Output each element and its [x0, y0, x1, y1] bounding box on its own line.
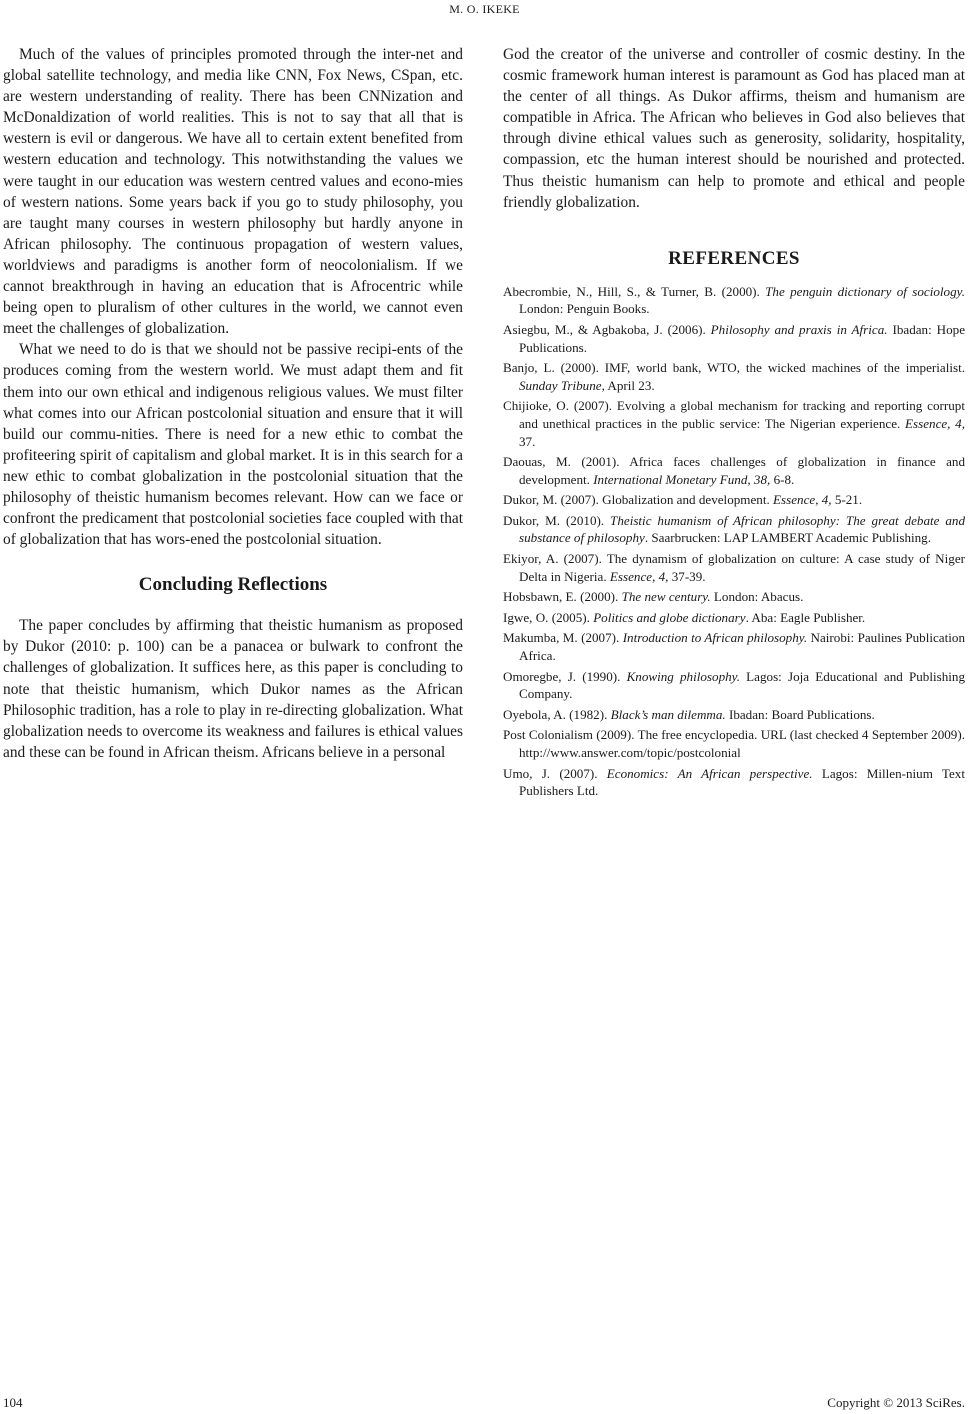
copyright-notice: Copyright © 2013 SciRes. — [827, 1395, 965, 1410]
reference-text: Abecrombie, N., Hill, S., & Turner, B. (2000). — [503, 283, 766, 299]
reference-entry — [503, 668, 965, 703]
body-paragraph: God the creator of the universe and controller of cosmic destiny. In the cosmic framework human interest is paramount as God has placed man at the center of all things. As Dukor affirms, theism and humanism are compatible in Africa. The African who believes in God also believes that through divine ethical values such as generosity, solidarity, hospitality, compassion, etc the human interest should be nourished and protected. Thus theistic humanism can help to promote and ethical and people friendly globalization. — [503, 46, 965, 211]
reference-title: Sunday Tribune, — [519, 377, 605, 393]
reference-entry — [503, 588, 965, 606]
reference-entry — [503, 512, 965, 547]
reference-entry — [503, 765, 965, 800]
reference-text: . Saarbrucken: LAP LAMBERT Academic Publishing. — [644, 530, 931, 546]
reference-list — [503, 283, 965, 800]
reference-title: Essence, 4, — [905, 415, 965, 431]
reference-text: Ekiyor, A. (2007). The dynamism of globalization on culture: A case study of Niger Delta in Nigeria. — [503, 551, 965, 584]
reference-entry — [503, 283, 965, 318]
reference-text: Omoregbe, J. (1990). — [503, 668, 627, 684]
reference-title: Black’s man dilemma. — [610, 706, 726, 722]
reference-title: Knowing philosophy. — [626, 668, 741, 684]
reference-text: 37. — [519, 433, 536, 449]
reference-entry — [503, 397, 965, 450]
reference-text: Oyebola, A. (1982). — [503, 706, 611, 722]
reference-entry — [503, 550, 965, 585]
reference-text: April 23. — [604, 377, 655, 393]
reference-entry — [503, 491, 965, 509]
reference-text: Lagos: Joja Educational and Publishing Company. — [519, 668, 965, 702]
body-paragraph: Much of the values of principles promoted through the inter-net and global satellite technology, and media like CNN, Fox News, CSpan, etc. are western understanding of reality. There has been CNNization and McDonaldization of world realities. This is not to say that all that is western is evil or dangerous. We have all to certain extent benefited from western education and technology. This notwithstanding the values we were taught in our education was western centred values and econo-mies of western nations. Some years back if you go to study philosophy, you are taught many courses in western philosophy but hardly anyone in African philosophy. The continuous propagation of western values, worldviews and paradigms is another form of neocolonialism. If we cannot breakthrough in having an education that is Afrocentric while being open to pluralism of other cultures in the world, we cannot even meet the challenges of globalization. — [3, 46, 463, 338]
right-column — [503, 44, 965, 803]
left-column — [3, 44, 463, 763]
reference-entry — [503, 609, 965, 627]
reference-text: 37-39. — [668, 568, 706, 584]
running-head: M. O. IKEKE — [449, 2, 520, 16]
reference-text: Lagos: Millen-nium Text Publishers Ltd. — [519, 765, 965, 799]
reference-text: Chijioke, O. (2007). Evolving a global mechanism for tracking and reporting corrupt and unethical practices in the public service: The Nigerian experience. — [503, 398, 965, 431]
reference-text: 5-21. — [831, 492, 863, 508]
reference-text: Umo, J. (2007). — [503, 765, 607, 781]
body-paragraph: What we need to do is that we should not be passive recipi-ents of the produces coming from the western world. We must adapt them and fit them into our own ethical and indigenous religious values. We must filter what comes into our African postcolonial situation and ensure that it will build our commu-nities. There is need for a new ethic to combat the profiteering spirit of capitalism and global market. It is in this search for a new ethic to combat globalization in the postcolonial situation that the philosophy of theistic humanism becomes relevant. How can we face or confront the predicament that postcolonial societies face coupled with that of globalization that has wors-ened the postcolonial situation. — [3, 341, 463, 549]
references-heading: REFERENCES — [668, 247, 800, 269]
reference-text: Makumba, M. (2007). — [503, 630, 623, 646]
reference-text: Asiegbu, M., & Agbakoba, J. (2006). — [503, 321, 711, 337]
reference-title: The penguin dictionary of sociology. — [765, 283, 966, 299]
reference-entry — [503, 706, 965, 724]
reference-text: Nairobi: Paulines Publication Africa. — [519, 630, 965, 664]
reference-title: The new century. — [621, 589, 711, 605]
reference-text: Dukor, M. (2010). — [503, 512, 611, 528]
reference-title: Politics and globe dictionary — [593, 609, 746, 625]
reference-text: . Aba: Eagle Publisher. — [745, 609, 866, 625]
reference-text: Daouas, M. (2001). Africa faces challenges of globalization in finance and development. — [503, 454, 965, 487]
reference-text: London: Penguin Books. — [519, 301, 650, 317]
reference-text: Ibadan: Board Publications. — [725, 706, 875, 722]
body-paragraph: The paper concludes by affirming that theistic humanism as proposed by Dukor (2010: p. 100) can be a panacea or bulwark to confront the challenges of globalization. It suffices here, as this paper is concluding to note that theistic humanism, which Dukor names as the African Philosophic tradition, has a role to play in re-directing globalization. What globalization needs to overcome its weakness and failures is ethical values and these can be found in African theism. Africans believe in a personal — [3, 617, 463, 761]
reference-text: Dukor, M. (2007). Globalization and development. — [503, 492, 774, 508]
reference-text: Banjo, L. (2000). IMF, world bank, WTO, the wicked machines of the imperialist. — [503, 360, 965, 376]
reference-title: International Monetary Fund, 38, — [593, 471, 771, 487]
reference-text: London: Abacus. — [710, 589, 804, 605]
reference-title: Theistic humanism of African philosophy: The great debate and substance of philosophy — [519, 512, 966, 546]
reference-entry — [503, 629, 965, 664]
page-number: 104 — [3, 1395, 23, 1410]
reference-text: Hobsbawn, E. (2000). — [503, 589, 622, 605]
reference-entry — [503, 726, 965, 761]
reference-entry — [503, 359, 965, 394]
reference-title: Philosophy and praxis in Africa. — [710, 321, 888, 337]
reference-title: Essence, 4, — [609, 568, 669, 584]
reference-text: Post Colonialism (2009). The free encyclopedia. URL (last checked 4 September 2009). http://www.answer.com/topic/postcolonial — [503, 727, 965, 760]
reference-text: Ibadan: Hope Publications. — [519, 321, 966, 355]
reference-text: Igwe, O. (2005). — [503, 609, 594, 625]
reference-entry — [503, 321, 965, 356]
reference-title: Introduction to African philosophy. — [622, 630, 808, 646]
reference-entry — [503, 453, 965, 488]
reference-text: 6-8. — [770, 471, 795, 487]
section-heading: Concluding Reflections — [138, 574, 328, 596]
reference-title: Essence, 4, — [773, 492, 832, 508]
reference-title: Economics: An African perspective. — [606, 765, 813, 781]
